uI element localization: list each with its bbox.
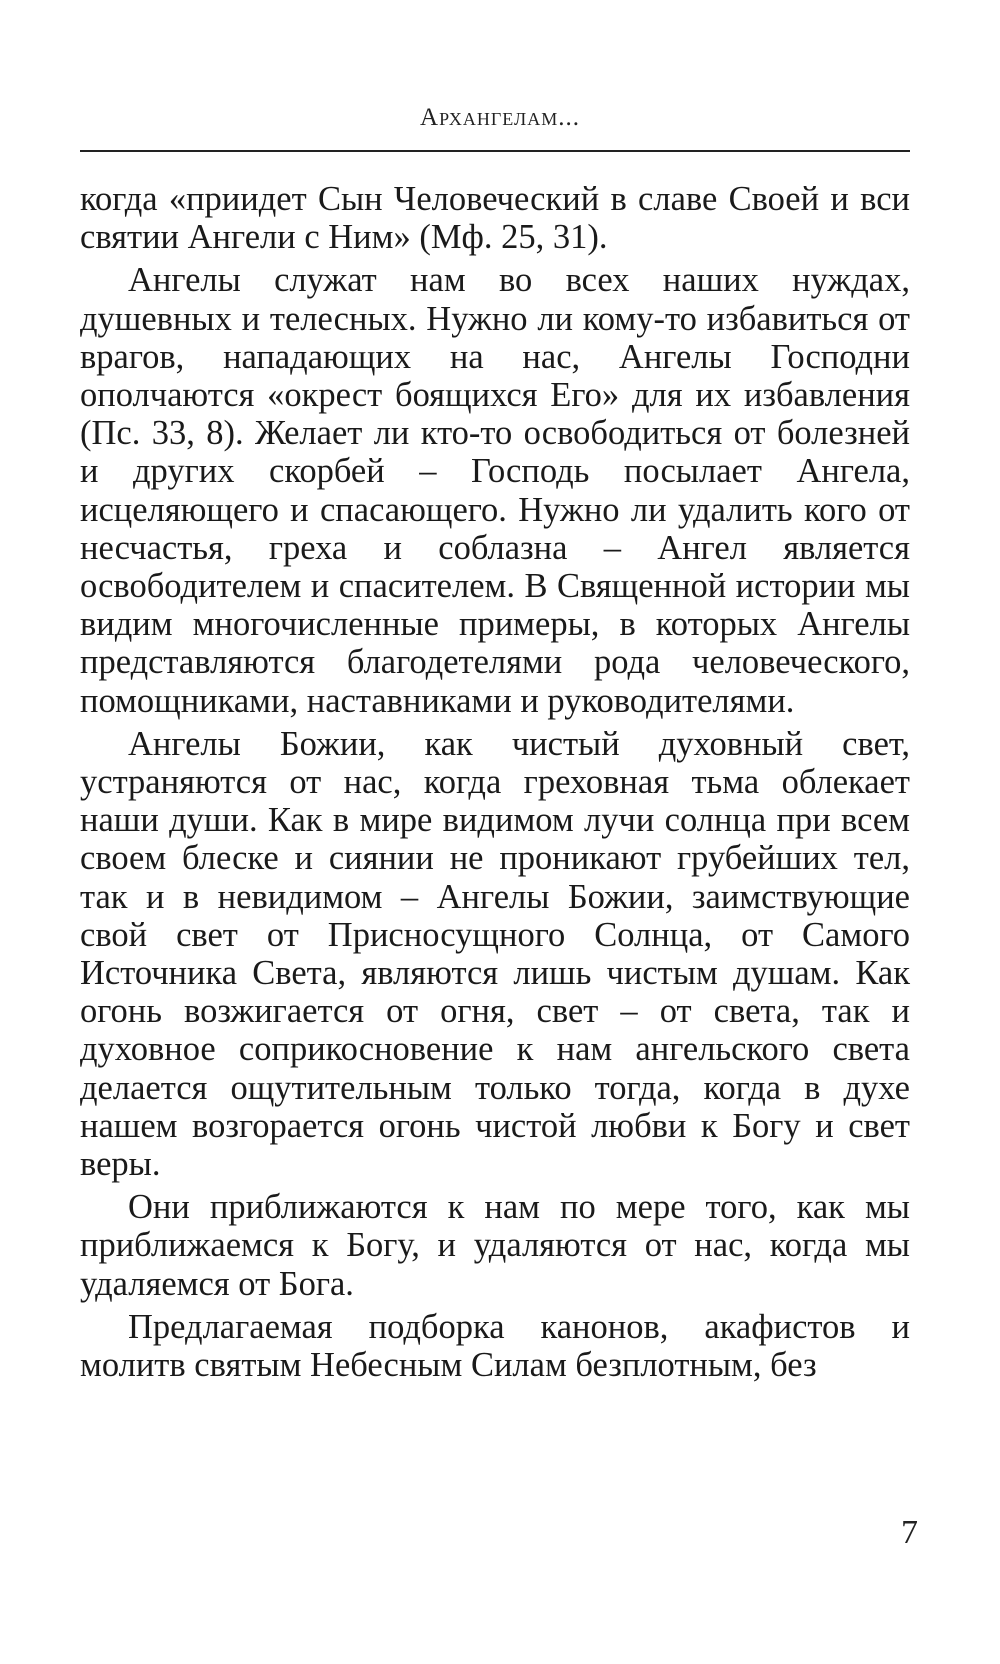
header-rule <box>80 150 910 152</box>
running-title: Архангелам... <box>420 104 580 131</box>
paragraph: Ангелы служат нам во всех наших нуждах, душевных и телесных. Нужно ли кому-то избавиться от врагов, нападающих на нас, Ангелы Господни ополчаются «окрест боящихся Его» для их избавления (Пс. 33, 8). Желает ли кто-то освободиться от болезней и других скорбей – Господь посылает Ангела, исцеляющего и спасающего. Нужно ли удалить кого от несчастья, греха и соблазна – Ангел является освободителем и спасителем. В Священной истории мы видим многочисленные примеры, в которых Ангелы представляются благодетелями рода человеческого, помощниками, наставниками и руководителями. <box>80 261 910 720</box>
paragraph: Ангелы Божии, как чистый духовный свет, устраняются от нас, когда греховная тьма облекает наши души. Как в мире видимом лучи солнца при всем своем блеске и сиянии не проникают грубейших тел, так и в невидимом – Ангелы Божии, заимствующие свой свет от Присносущного Солнца, от Самого Источника Света, являются лишь чистым душам. Как огонь возжигается от огня, свет – от света, так и духовное соприкосновение к нам ангельского света делается ощутительным только тогда, когда в духе нашем возгорается огонь чистой любви к Богу и свет веры. <box>80 724 910 1184</box>
paragraph: Они приближаются к нам по мере того, как мы приближаемся к Богу, и удаляются от нас, когда мы удаляемся от Бога. <box>80 1188 910 1303</box>
page-number: 7 <box>901 1514 918 1551</box>
body-text <box>80 180 910 1384</box>
paragraph: Предлагаемая подборка канонов, акафистов и молитв святым Небесным Силам безплотным, без <box>80 1307 910 1385</box>
paragraph-continuation: когда «приидет Сын Человеческий в славе Своей и вси святии Ангели с Ним» (Мф. 25, 31). <box>80 180 910 257</box>
